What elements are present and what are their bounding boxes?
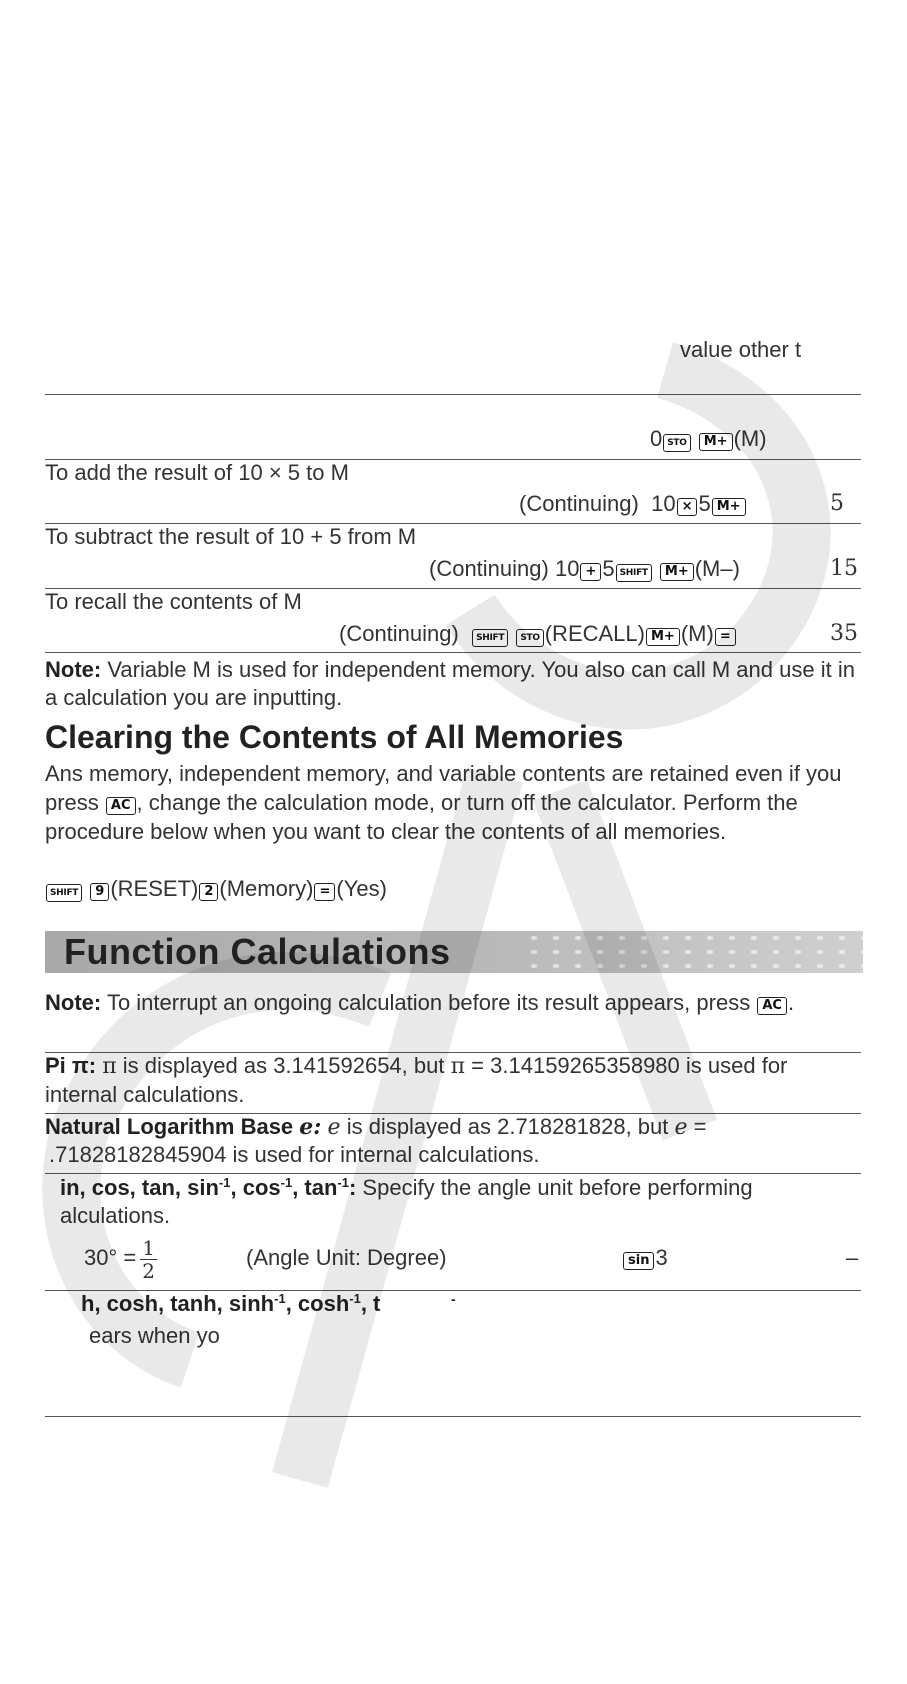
operand: 5 <box>602 556 615 581</box>
cut-off-text: value other t <box>680 337 802 362</box>
operand: 10 <box>554 556 580 581</box>
continuing-label: (Continuing) <box>519 491 639 516</box>
e-text: is displayed as 2.718281828, but <box>340 1114 675 1139</box>
section-banner <box>45 931 863 973</box>
two-key-icon: 2 <box>199 883 218 901</box>
equals-key-icon: = <box>314 883 335 901</box>
superscript: -1 <box>337 1175 349 1190</box>
superscript: -1 <box>274 1291 286 1306</box>
trig-label: in, cos, tan, sin <box>60 1175 219 1200</box>
e-symbol: e: <box>299 1114 322 1140</box>
shift-key-icon: SHIFT <box>472 629 508 647</box>
fraction-denominator: 2 <box>142 1258 155 1283</box>
hyp-label: , t <box>360 1291 381 1316</box>
banner-title: Function Calculations <box>64 931 451 972</box>
row-add-result: 5 <box>830 491 844 516</box>
trig-description <box>60 1174 753 1202</box>
row-recall-description: To recall the contents of M <box>45 589 302 614</box>
superscript: -1 <box>349 1291 361 1306</box>
m-plus-key-icon: M+ <box>712 498 746 516</box>
row-recall-keystrokes <box>339 620 737 648</box>
m-minus-label: (M–) <box>694 556 740 581</box>
note-independent-memory <box>45 656 863 712</box>
trig-description-line2: alculations. <box>60 1203 171 1228</box>
example-lhs: 30° = <box>84 1245 137 1270</box>
pi-text: is displayed as 3.141592654, but <box>116 1053 451 1078</box>
plus-key-icon: + <box>580 563 601 581</box>
continuing-label: (Continuing) <box>429 556 549 581</box>
section-title: Clearing the Contents of All Memories <box>45 719 624 755</box>
pi-symbol: π <box>450 1054 466 1079</box>
hyp-label: h, cosh, tanh, sinh <box>81 1291 275 1316</box>
pi-text: = 3.14159265358980 is used for internal calculations. <box>45 1053 788 1107</box>
row-add-keystrokes <box>519 490 747 518</box>
note-label: Note: <box>45 657 102 682</box>
trig-example <box>84 1232 157 1284</box>
banner-pattern <box>523 931 863 973</box>
note-label: Note: <box>45 990 102 1015</box>
table-bottom-rule <box>45 652 861 653</box>
pi-symbol: π <box>102 1054 117 1079</box>
continuing-label: (Continuing) <box>339 621 459 646</box>
pi-description <box>45 1052 863 1109</box>
e-label: Natural Logarithm Base <box>45 1114 294 1139</box>
operand: 10 <box>651 491 676 516</box>
trig-keystroke <box>622 1244 668 1272</box>
row-add-description: To add the result of 10 × 5 to M <box>45 460 349 485</box>
m-label: (M) <box>733 426 767 451</box>
hyp-label: , cosh <box>285 1291 350 1316</box>
equals-key-icon: = <box>715 628 736 646</box>
m-label: (M) <box>680 621 714 646</box>
sto-key-icon: STO <box>516 629 543 647</box>
e-text: = <box>687 1114 707 1139</box>
reset-keystrokes <box>45 875 387 903</box>
sto-key-icon: STO <box>663 434 690 452</box>
yes-label: (Yes) <box>336 876 387 901</box>
paragraph-text: , change the calculation mode, or turn off the calculator. <box>136 790 677 815</box>
e-symbol: e <box>327 1115 341 1140</box>
trig-text: Specify the angle unit before performing <box>356 1175 753 1200</box>
angle-unit-label: (Angle Unit: Degree) <box>246 1245 447 1270</box>
table-bottom-rule <box>45 1416 861 1417</box>
table-top-rule <box>45 394 861 395</box>
cut-off-mark: - <box>451 1291 456 1307</box>
hyperbolic-description-line2: ears when yo <box>89 1323 220 1348</box>
clear-memories-paragraph <box>45 759 863 846</box>
m-plus-key-icon: M+ <box>699 433 733 451</box>
m-plus-key-icon: M+ <box>646 628 680 646</box>
trig-label: , cos <box>230 1175 281 1200</box>
reset-label: (RESET) <box>110 876 199 901</box>
fraction-numerator: 1 <box>142 1235 155 1260</box>
digit-text: 0 <box>650 426 663 451</box>
pi-label: Pi π: <box>45 1053 97 1078</box>
note-text: Variable M is used for independent memory. You also can call M and use it in a calculation you are inputting. <box>45 657 855 710</box>
shift-key-icon: SHIFT <box>46 884 82 902</box>
result-dash: – <box>846 1245 859 1270</box>
row-sub-result: 15 <box>830 556 858 581</box>
paragraph-text: Ans memory, independent memory, and variable contents are retained even if you press <box>45 761 842 815</box>
multiply-key-icon: × <box>677 498 698 516</box>
trig-label: , tan <box>292 1175 338 1200</box>
note-interrupt <box>45 988 863 1017</box>
superscript: -1 <box>280 1175 293 1190</box>
m-plus-key-icon: M+ <box>660 563 694 581</box>
period: . <box>787 990 795 1015</box>
ac-key-icon: AC <box>106 797 136 815</box>
e-description-line2: .71828182845904 is used for internal calculations. <box>49 1142 540 1167</box>
keystroke-clear-m <box>650 425 767 453</box>
operand: 3 <box>655 1245 668 1270</box>
paragraph-text: Perform the procedure below when you want to clear the contents of all memories. <box>45 790 798 844</box>
row-sub-description: To subtract the result of 10 + 5 from M <box>45 524 417 549</box>
memory-label: (Memory) <box>219 876 314 901</box>
e-description <box>45 1113 707 1142</box>
shift-key-icon: SHIFT <box>616 564 652 582</box>
note-text: To interrupt an ongoing calculation before its result appears, press <box>106 990 751 1015</box>
trig-label: : <box>348 1175 357 1200</box>
fraction <box>140 1237 157 1282</box>
nine-key-icon: 9 <box>90 883 109 901</box>
e-symbol: e <box>674 1115 688 1140</box>
ac-key-icon: AC <box>757 997 787 1015</box>
recall-label: (RECALL) <box>544 621 645 646</box>
row-recall-result: 35 <box>830 621 858 646</box>
row-sub-keystrokes <box>429 555 740 583</box>
superscript: -1 <box>218 1175 231 1190</box>
sin-key-icon: sin <box>623 1252 654 1270</box>
operand: 5 <box>698 491 711 516</box>
hyperbolic-description <box>81 1290 380 1318</box>
